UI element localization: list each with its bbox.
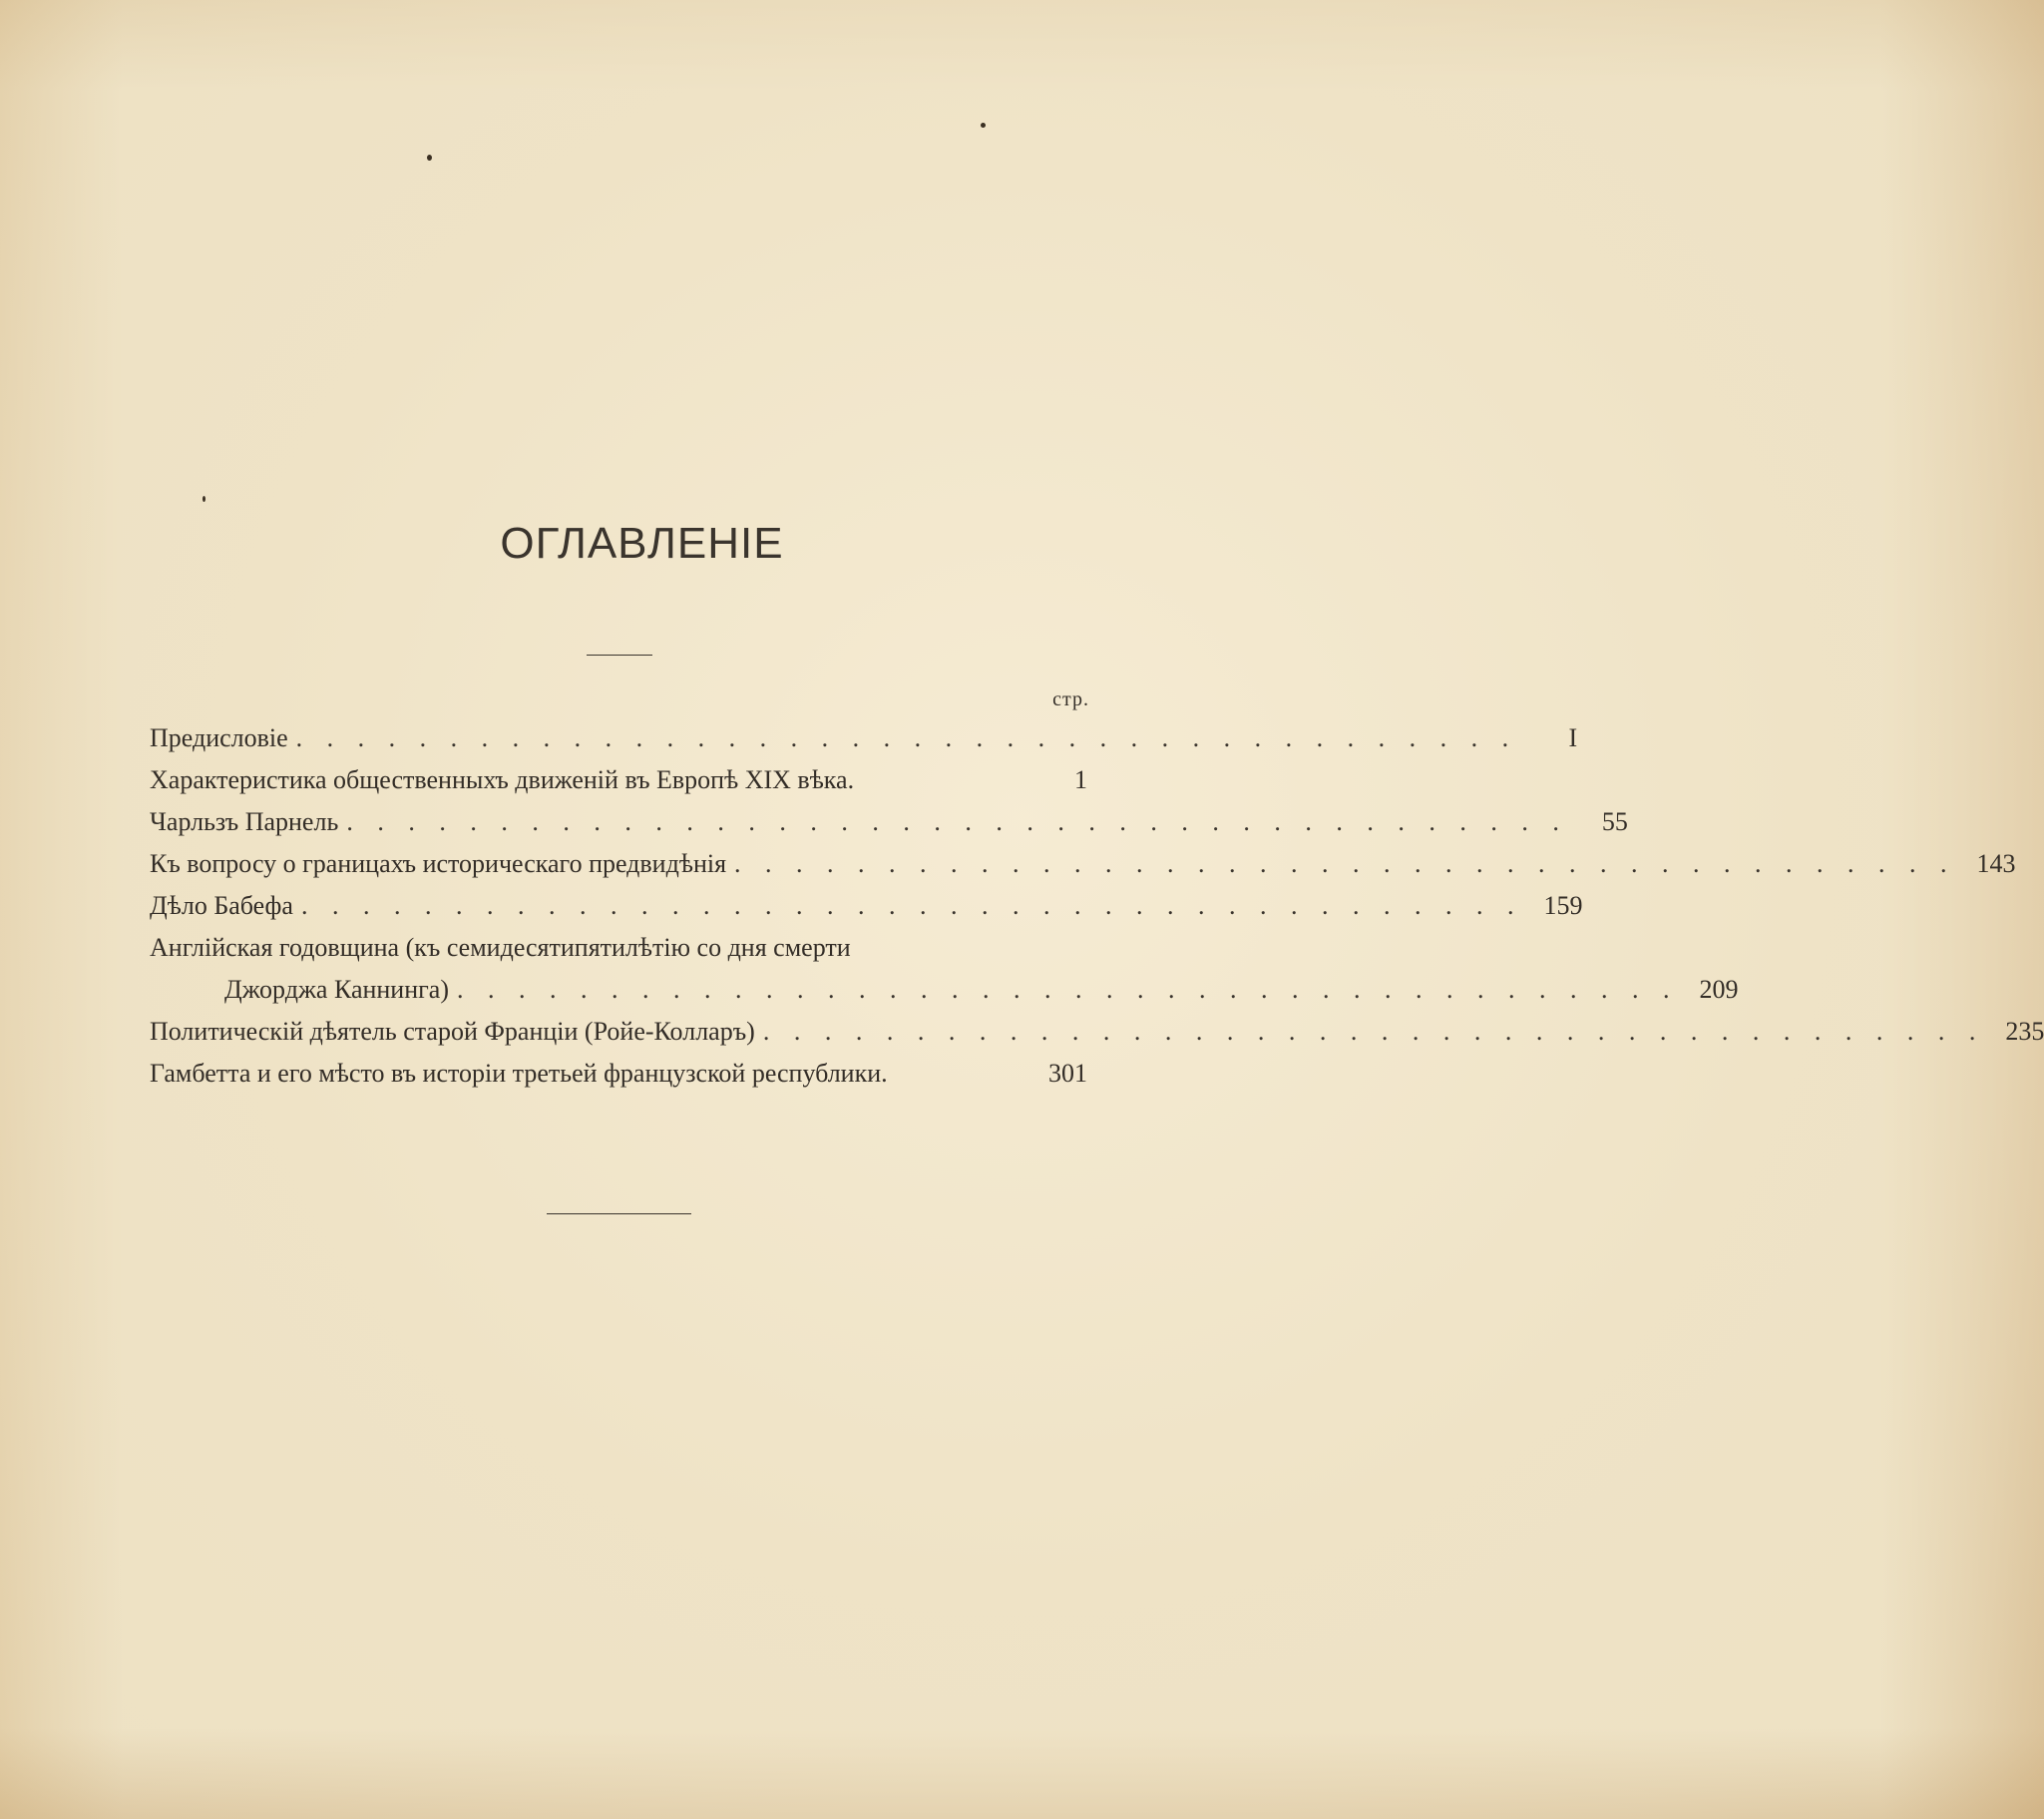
toc-entry <box>150 1059 1087 1099</box>
page-column-header: стр. <box>1052 688 1089 710</box>
toc-entry-page: 301 <box>1048 1059 1087 1088</box>
leader-dots: . . . . . . . . . . . . . . . . . . . . . . . . . . . . . . . . . . . . . . . . <box>457 975 1679 1004</box>
leader-dots: . . . . . . . . . . . . . . . . . . . . . . . . . . . . . . . . . . . . . . . . <box>300 891 1523 920</box>
ink-speck <box>427 155 432 161</box>
toc-entry-title: Гамбетта и его мѣсто въ исторіи третьей французской республики. <box>150 1059 888 1088</box>
toc-entry <box>150 723 1578 763</box>
toc-entry-page: 159 <box>1543 891 1583 920</box>
toc-entry <box>150 849 2016 889</box>
toc-entry-title: Характеристика общественныхъ движеній въ Европѣ XIX вѣка. <box>150 765 855 794</box>
toc-entry <box>150 933 1087 973</box>
closing-rule <box>547 1213 691 1214</box>
toc-entry <box>150 765 1087 805</box>
toc-entry-title: Политическій дѣятель старой Франціи (Ройе-Колларъ) <box>150 1017 755 1046</box>
toc-entry-page: 143 <box>1976 849 2016 878</box>
toc-entry-title: Чарльзъ Парнель <box>150 807 339 836</box>
toc-entry-page: 1 <box>1074 765 1087 794</box>
leader-dots: . . . . . . . . . . . . . . . . . . . . . . . . . . . . . . . . . . . . . . . . <box>762 1017 1985 1046</box>
toc-entry <box>150 1017 2044 1057</box>
toc-entry <box>150 891 1583 931</box>
toc-entry-title: Джорджа Каннинга) <box>224 975 449 1004</box>
toc-entry-page: 235 <box>2005 1017 2044 1046</box>
toc-entry-page: I <box>1568 723 1578 752</box>
toc-entry-title: Предисловіе <box>150 723 288 752</box>
toc-entry-title: Къ вопросу о границахъ историческаго предвидѣнія <box>150 849 727 878</box>
toc-entry-page: 55 <box>1601 807 1628 836</box>
leader-dots: . . . . . . . . . . . . . . . . . . . . . . . . . . . . . . . . . . . . . . . . <box>734 849 1956 878</box>
toc-entry <box>150 807 1628 847</box>
ink-speck <box>981 123 986 128</box>
ink-speck <box>203 496 205 502</box>
leader-dots: . . . . . . . . . . . . . . . . . . . . . . . . . . . . . . . . . . . . . . . . <box>295 723 1518 752</box>
title-rule <box>587 655 652 656</box>
leader-dots: . . . . . . . . . . . . . . . . . . . . . . . . . . . . . . . . . . . . . . . . <box>346 807 1568 836</box>
toc-entry-continuation <box>224 975 1739 1015</box>
toc-entry-page: 209 <box>1699 975 1739 1004</box>
toc-entry-title: Англійская годовщина (къ семидесятипятилѣтію со дня смерти <box>150 933 851 962</box>
page-title: ОГЛАВЛЕНІЕ <box>500 519 784 568</box>
toc-entry-title: Дѣло Бабефа <box>150 891 293 920</box>
